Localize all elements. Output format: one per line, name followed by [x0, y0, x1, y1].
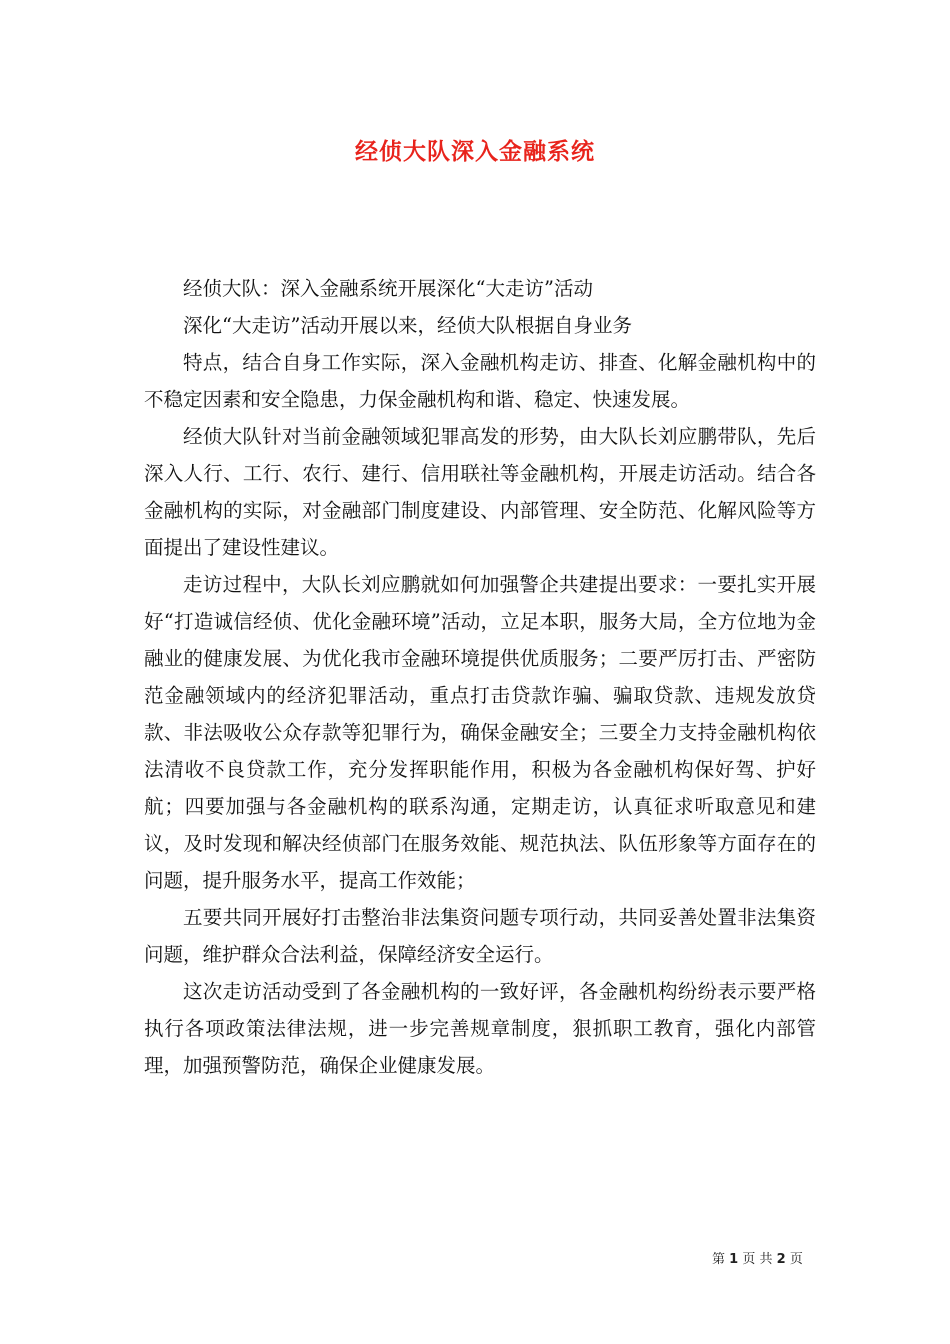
page-number-footer — [712, 1248, 803, 1267]
document-body — [144, 270, 816, 1084]
total-pages-number: 2 — [776, 1252, 786, 1267]
paragraph: 深化“大走访”活动开展以来，经侦大队根据自身业务 — [183, 314, 632, 337]
paragraph: 经侦大队：深入金融系统开展深化“大走访”活动 — [183, 277, 593, 300]
current-page-number: 1 — [729, 1252, 739, 1267]
footer-middle: 页 共 — [742, 1252, 773, 1267]
paragraph: 经侦大队针对当前金融领域犯罪高发的形势，由大队长刘应鹏带队，先后深入人行、工行、农行、建行、信用联社等金融机构，开展走访活动。结合各金融机构的实际，对金融部门制度建设、内部管理、安全防范、化解风险等方面提出了建设性建议。 — [144, 425, 816, 559]
paragraph: 走访过程中，大队长刘应鹏就如何加强警企共建提出要求：一要扎实开展好“打造诚信经侦、优化金融环境”活动，立足本职，服务大局，全方位地为金融业的健康发展、为优化我市金融环境提供优质服务；二要严厉打击、严密防范金融领域内的经济犯罪活动，重点打击贷款诈骗、骗取贷款、违规发放贷款、非法吸收公众存款等犯罪行为，确保金融安全；三要全力支持金融机构依法清收不良贷款工作，充分发挥职能作用，积极为各金融机构保好驾、护好航；四要加强与各金融机构的联系沟通，定期走访，认真征求听取意见和建议，及时发现和解决经侦部门在服务效能、规范执法、队伍形象等方面存在的问题，提升服务水平，提高工作效能； — [144, 573, 816, 892]
paragraph: 五要共同开展好打击整治非法集资问题专项行动，共同妥善处置非法集资问题，维护群众合法利益，保障经济安全运行。 — [144, 906, 816, 966]
footer-suffix: 页 — [789, 1252, 803, 1267]
paragraph: 特点，结合自身工作实际，深入金融机构走访、排查、化解金融机构中的不稳定因素和安全隐患，力保金融机构和谐、稳定、快速发展。 — [144, 351, 816, 411]
footer-prefix: 第 — [712, 1252, 726, 1267]
document-title: 经侦大队深入金融系统 — [355, 138, 595, 165]
paragraph: 这次走访活动受到了各金融机构的一致好评，各金融机构纷纷表示要严格执行各项政策法律法规，进一步完善规章制度，狠抓职工教育，强化内部管理，加强预警防范，确保企业健康发展。 — [144, 980, 816, 1077]
